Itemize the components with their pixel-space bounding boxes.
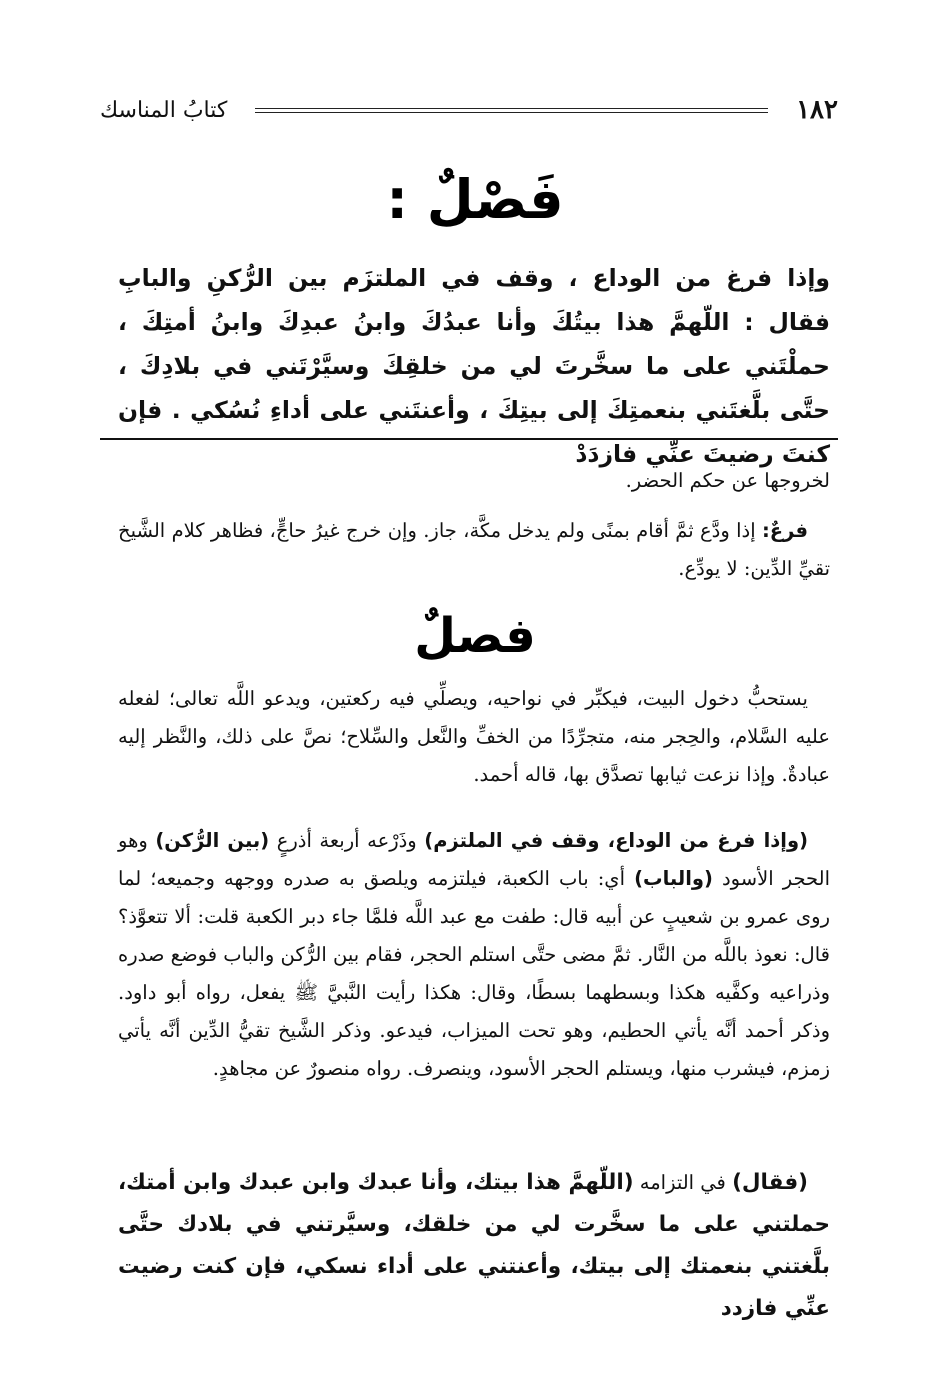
commentary-text: لخروجها عن حكم الحضر. [625,469,830,492]
header-rule [255,108,768,113]
quoted-matn-4: (فقال) [732,1170,808,1195]
commentary-paragraph-4 [118,822,830,1088]
matn-text: وإذا فرغ من الوداع ، وقف في الملتزَم بين الرُّكنِ والبابِ فقال : اللّهمَّ هذا بيتُكَ وأنا عبدُكَ وابنُ عبدِكَ وابنُ أمتِكَ ، حملْتَني على ما سخَّرتَ لي من خلقِكَ وسيَّرْتَني في بلادِكَ ، حتَّى بلَّغتَني بنعمتِكَ إلى بيتِكَ ، وأعنتَني على أداءِ نُسُكي . فإن كنتَ رضيتَ عنِّي فازدَدْ [118,264,830,468]
commentary-text: وهو الحجر الأسود [118,829,831,890]
fasl-paragraph [118,680,830,794]
commentary-paragraph-1 [118,462,830,500]
quoted-matn-2: (بين الرُّكن) [155,829,270,852]
running-title: كتابُ المناسك [100,97,228,123]
page-number: ١٨٢ [796,95,838,125]
quoted-matn-1: (وإذا فرغ من الوداع، وقف في الملتزم) [424,829,808,852]
section-heading-fasl-1: فَصْلٌ : [386,168,564,231]
commentary-paragraph-5 [118,1162,830,1330]
quoted-dua: (اللّهمَّ هذا بيتك، وأنا عبدك وابن عبدك وابن أمتك، حملتني على ما سخَّرت لي من خلقك، وسيَّرتني في بلادك حتَّى بلَّغتني بنعمتك إلى بيتك، وأعنتني على أداء نسكي، فإن كنت رضيت عنِّي فازدد [118,1170,830,1321]
far-label: فرعٌ: [761,519,808,542]
commentary-text: وذَرْعه أربعة أذرعٍ [269,829,425,852]
matn-separator-rule [100,438,838,440]
commentary-text: أي: باب الكعبة، فيلتزمه ويلصق به صدره ووجهه وجميعه؛ لما روى عمرو بن شعيبٍ عن أبيه قال: طفت مع عبد اللَّه فلمَّا جاء دبر الكعبة قلت: ألا تتعوَّذ؟ قال: نعوذ باللَّه من النَّار. ثمَّ مضى حتَّى استلم الحجر، فقام بين الرُّكن والباب فوضع صدره وذراعيه وكفَّيه هكذا وبسطهما بسطًا، وقال: هكذا رأيت النَّبيَّ ﷺ يفعل، رواه أبو داود. وذكر أحمد أنَّه يأتي الحطيم، وهو تحت الميزاب، فيدعو. وذكر الشَّيخ تقيُّ الدِّين أنَّه يأتي زمزم، فيشرب منها، ويستلم الحجر الأسود، وينصرف. رواه منصورٌ عن مجاهدٍ. [118,867,830,1080]
fasl-text: يستحبُّ دخول البيت، فيكبِّر في نواحيه، ويصلِّي فيه ركعتين، ويدعو اللَّه تعالى؛ لفعله عليه السَّلام، والحِجر منه، متجرِّدًا من الخفِّ والنَّعل والسِّلاح؛ نصَّ على ذلك، والنَّظر إليه عبادةٌ. وإذا نزعت ثيابها تصدَّق بها، قاله أحمد. [118,687,830,786]
commentary-text: في التزامه [633,1171,733,1194]
quoted-matn-3: (والباب) [634,867,713,890]
commentary-paragraph-2 [118,512,830,588]
commentary-text: إذا ودَّع ثمَّ أقام بمنًى ولم يدخل مكَّة، جاز. وإن خرج غيرُ حاجٍّ، فظاهر كلام الشَّيخ تقيِّ الدِّين: لا يودِّع. [118,519,830,580]
page-header [100,84,838,136]
section-heading-fasl-2: فصلٌ [414,608,536,664]
